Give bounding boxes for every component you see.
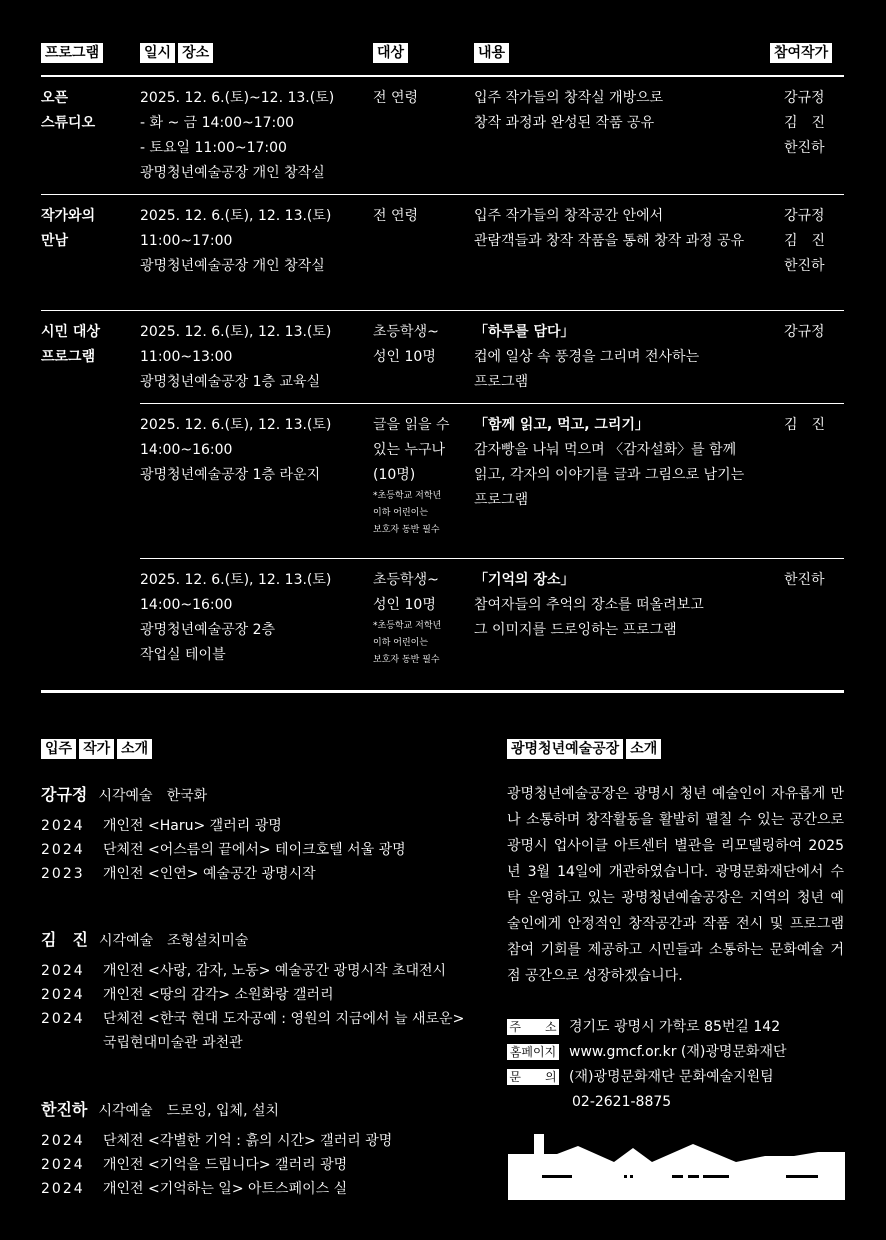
history-item <box>41 983 464 1007</box>
contact-row <box>507 1065 787 1090</box>
header-tag: 참여작가 <box>770 43 832 63</box>
header-tag: 내용 <box>474 43 509 63</box>
target-line: 있는 누구나 <box>373 442 446 458</box>
history-year: 2024 <box>41 987 85 1003</box>
target-line: 성인 10명 <box>373 597 436 613</box>
row-3-datetime <box>140 320 331 395</box>
row-divider <box>41 310 844 311</box>
history-item <box>41 862 406 886</box>
content-line: 입주 작가들의 창작공간 안에서 <box>474 208 664 224</box>
content-line: 프로그램 <box>474 492 529 508</box>
datetime-line: 14:00~16:00 <box>140 597 233 613</box>
datetime-line: 14:00~16:00 <box>140 442 233 458</box>
content-line: 읽고, 각자의 이야기를 글과 그림으로 남기는 <box>474 467 745 483</box>
artist-profile-1 <box>41 783 406 886</box>
target-line: 성인 10명 <box>373 349 436 365</box>
row-1-content <box>474 86 663 136</box>
artist-line: 강규정 <box>784 208 825 224</box>
contact-value: 경기도 광명시 가학로 85번길 142 <box>569 1019 781 1035</box>
row-3-target <box>373 320 439 370</box>
program-line: 만남 <box>41 233 69 249</box>
program-line: 시민 대상 <box>41 324 100 340</box>
history-item <box>41 1153 392 1177</box>
datetime-line: 2025. 12. 6.(토), 12. 13.(토) <box>140 572 332 588</box>
row-divider <box>41 194 844 195</box>
factory-section-title <box>507 738 664 759</box>
contact-phone: 02-2621-8875 <box>572 1094 672 1110</box>
contact-row <box>507 1090 787 1115</box>
row-3-content <box>474 320 699 395</box>
factory-building-icon <box>508 1132 845 1200</box>
header-tag: 대상 <box>373 43 408 63</box>
datetime-line: 11:00~13:00 <box>140 349 233 365</box>
target-note: 이하 어린이는 <box>373 638 429 648</box>
history-text: 개인전 <기억하는 일> 아트스페이스 실 <box>103 1181 348 1197</box>
section-tag: 입주 <box>41 739 76 759</box>
header-target <box>373 42 411 63</box>
section-tag: 광명청년예술공장 <box>507 739 623 759</box>
history-year: 2024 <box>41 1157 85 1173</box>
artist-profile-3 <box>41 1098 392 1201</box>
row-4-target <box>373 413 450 539</box>
artist-fields: 시각예술 드로잉, 입체, 설치 <box>98 1103 280 1119</box>
row-divider <box>140 558 844 559</box>
artist-name: 한진하 <box>41 1100 88 1119</box>
history-text: 단체전 <각별한 기억 : 흙의 시간> 갤러리 광명 <box>103 1133 393 1149</box>
history-year: 2024 <box>41 963 85 979</box>
content-line: 창작 과정과 완성된 작품 공유 <box>474 115 655 131</box>
row-2-datetime <box>140 204 331 279</box>
history-text: 개인전 <인연> 예술공간 광명시작 <box>103 866 316 882</box>
artist-name: 김 진 <box>41 930 88 949</box>
history-item <box>41 1031 464 1055</box>
artist-fields: 시각예술 한국화 <box>98 788 208 804</box>
content-line: 입주 작가들의 창작실 개방으로 <box>474 90 664 106</box>
artist-profile-2 <box>41 928 464 1055</box>
artist-fields: 시각예술 조형설치미술 <box>99 933 249 949</box>
row-3-program <box>41 320 100 370</box>
target-line: 초등학생~ <box>373 324 439 340</box>
header-artists <box>770 42 835 63</box>
website-link[interactable]: www.gmcf.or.kr (재)광명문화재단 <box>569 1044 787 1060</box>
history-text: 개인전 <땅의 감각> 소원화랑 갤러리 <box>103 987 334 1003</box>
artists-section-title <box>41 738 155 759</box>
target-note: *초등학교 저학년 <box>373 491 442 501</box>
section-tag: 소개 <box>626 739 661 759</box>
history-text: 개인전 <Haru> 갤러리 광명 <box>103 818 282 834</box>
row-1-artists <box>784 86 825 161</box>
row-2-content <box>474 204 744 254</box>
artist-line: 한진하 <box>784 140 825 156</box>
row-3-artists <box>784 320 825 345</box>
header-tag: 장소 <box>178 43 213 63</box>
target-note: 보호자 동반 필수 <box>373 655 440 665</box>
history-item <box>41 1177 392 1201</box>
datetime-line: 2025. 12. 6.(토), 12. 13.(토) <box>140 417 332 433</box>
table-top-rule <box>41 75 844 77</box>
datetime-line: 광명청년예술공장 1층 라운지 <box>140 467 321 483</box>
row-divider <box>140 403 844 404</box>
contact-row <box>507 1015 787 1040</box>
row-1-datetime <box>140 86 334 186</box>
header-content <box>474 42 512 63</box>
row-4-artists <box>784 413 825 438</box>
datetime-line: 광명청년예술공장 1층 교육실 <box>140 374 321 390</box>
history-year: 2024 <box>41 842 85 858</box>
row-5-target <box>373 568 441 669</box>
artist-line: 김 진 <box>784 417 826 433</box>
content-line: 그 이미지를 드로잉하는 프로그램 <box>474 622 677 638</box>
row-2-program <box>41 204 95 254</box>
target-note: 보호자 동반 필수 <box>373 525 440 535</box>
row-1-program <box>41 86 95 136</box>
content-line: 관람객들과 창작 작품을 통해 창작 과정 공유 <box>474 233 745 249</box>
datetime-line: 2025. 12. 6.(토), 12. 13.(토) <box>140 208 332 224</box>
target-note: 이하 어린이는 <box>373 508 429 518</box>
history-text: 단체전 <어스름의 끝에서> 테이크호텔 서울 광명 <box>103 842 406 858</box>
history-item <box>41 959 464 983</box>
history-year: 2024 <box>41 1133 85 1149</box>
history-year: 2023 <box>41 866 85 882</box>
row-5-content <box>474 568 704 643</box>
program-line: 작가와의 <box>41 208 96 224</box>
history-year: 2024 <box>41 1011 85 1027</box>
content-title: 「하루를 담다」 <box>474 324 575 340</box>
history-item <box>41 1007 464 1031</box>
row-1-target <box>373 86 418 111</box>
header-tag: 프로그램 <box>41 43 103 63</box>
header-datetime <box>140 42 216 63</box>
target-line: 전 연령 <box>373 208 419 224</box>
row-5-datetime <box>140 568 331 668</box>
datetime-line: 광명청년예술공장 개인 창작실 <box>140 165 325 181</box>
content-line: 프로그램 <box>474 374 529 390</box>
history-text: 개인전 <기억을 드립니다> 갤러리 광명 <box>103 1157 348 1173</box>
target-line: 초등학생~ <box>373 572 439 588</box>
artist-line: 한진하 <box>784 572 825 588</box>
datetime-line: 작업실 테이블 <box>140 647 226 663</box>
target-line: (10명) <box>373 467 416 483</box>
artist-line: 한진하 <box>784 258 825 274</box>
content-line: 감자빵을 나눠 먹으며 〈감자설화〉를 함께 <box>474 442 737 458</box>
factory-intro: 광명청년예술공장은 광명시 청년 예술인이 자유롭게 만나 소통하며 창작활동을 활발히 펼칠 수 있는 공간으로 광명시 업사이클 아트센터 별관을 리모델링하여 2025년 3월 14일에 개관하였습니다. 광명문화재단에서 수탁 운영하고 있는 광명청년예술공장은 지역의 청년 예술인에게 안정적인 창작공간과 작품 전시 및 프로그램 참여 기회를 제공하고 시민들과 소통하는 문화예술 거점 공간으로 성장하겠습니다. <box>507 786 844 984</box>
datetime-line: 광명청년예술공장 개인 창작실 <box>140 258 325 274</box>
datetime-line: - 토요일 11:00~17:00 <box>140 140 287 156</box>
table-bottom-rule <box>41 690 844 693</box>
section-tag: 소개 <box>117 739 152 759</box>
datetime-line: 11:00~17:00 <box>140 233 233 249</box>
contact-row <box>507 1040 787 1065</box>
history-item <box>41 838 406 862</box>
history-text: 국립현대미술관 과천관 <box>103 1035 243 1051</box>
content-line: 컵에 일상 속 풍경을 그리며 전사하는 <box>474 349 700 365</box>
section-tag: 작가 <box>79 739 114 759</box>
artist-line: 김 진 <box>784 115 826 131</box>
datetime-line: 2025. 12. 6.(토)~12. 13.(토) <box>140 90 335 106</box>
row-4-datetime <box>140 413 331 488</box>
content-title: 「기억의 장소」 <box>474 572 575 588</box>
artist-line: 강규정 <box>784 90 825 106</box>
contact-label: 주 소 <box>507 1019 559 1035</box>
header-program <box>41 42 106 63</box>
target-line: 전 연령 <box>373 90 419 106</box>
contact-value: (재)광명문화재단 문화예술지원팀 <box>569 1069 774 1085</box>
artist-name: 강규정 <box>41 785 88 804</box>
artist-line: 김 진 <box>784 233 826 249</box>
target-note: *초등학교 저학년 <box>373 621 442 631</box>
datetime-line: - 화 ~ 금 14:00~17:00 <box>140 115 295 131</box>
contact-label: 문 의 <box>507 1069 559 1085</box>
target-line: 글을 읽을 수 <box>373 417 450 433</box>
datetime-line: 2025. 12. 6.(토), 12. 13.(토) <box>140 324 332 340</box>
contact-label: 홈페이지 <box>507 1044 559 1060</box>
row-4-content <box>474 413 744 513</box>
history-item <box>41 814 406 838</box>
history-item <box>41 1129 392 1153</box>
row-2-target <box>373 204 418 229</box>
content-title: 「함께 읽고, 먹고, 그리기」 <box>474 417 649 433</box>
program-line: 프로그램 <box>41 349 96 365</box>
history-year: 2024 <box>41 818 85 834</box>
datetime-line: 광명청년예술공장 2층 <box>140 622 276 638</box>
header-tag: 일시 <box>140 43 175 63</box>
row-2-artists <box>784 204 825 279</box>
history-text: 개인전 <사랑, 감자, 노동> 예술공간 광명시작 초대전시 <box>103 963 447 979</box>
artist-line: 강규정 <box>784 324 825 340</box>
row-5-artists <box>784 568 825 593</box>
program-line: 스튜디오 <box>41 115 96 131</box>
content-line: 참여자들의 추억의 장소를 떠올려보고 <box>474 597 704 613</box>
program-line: 오픈 <box>41 90 69 106</box>
contact-info <box>507 1015 787 1115</box>
history-text: 단체전 <한국 현대 도자공예 : 영원의 지금에서 늘 새로운> <box>103 1011 465 1027</box>
history-year: 2024 <box>41 1181 85 1197</box>
